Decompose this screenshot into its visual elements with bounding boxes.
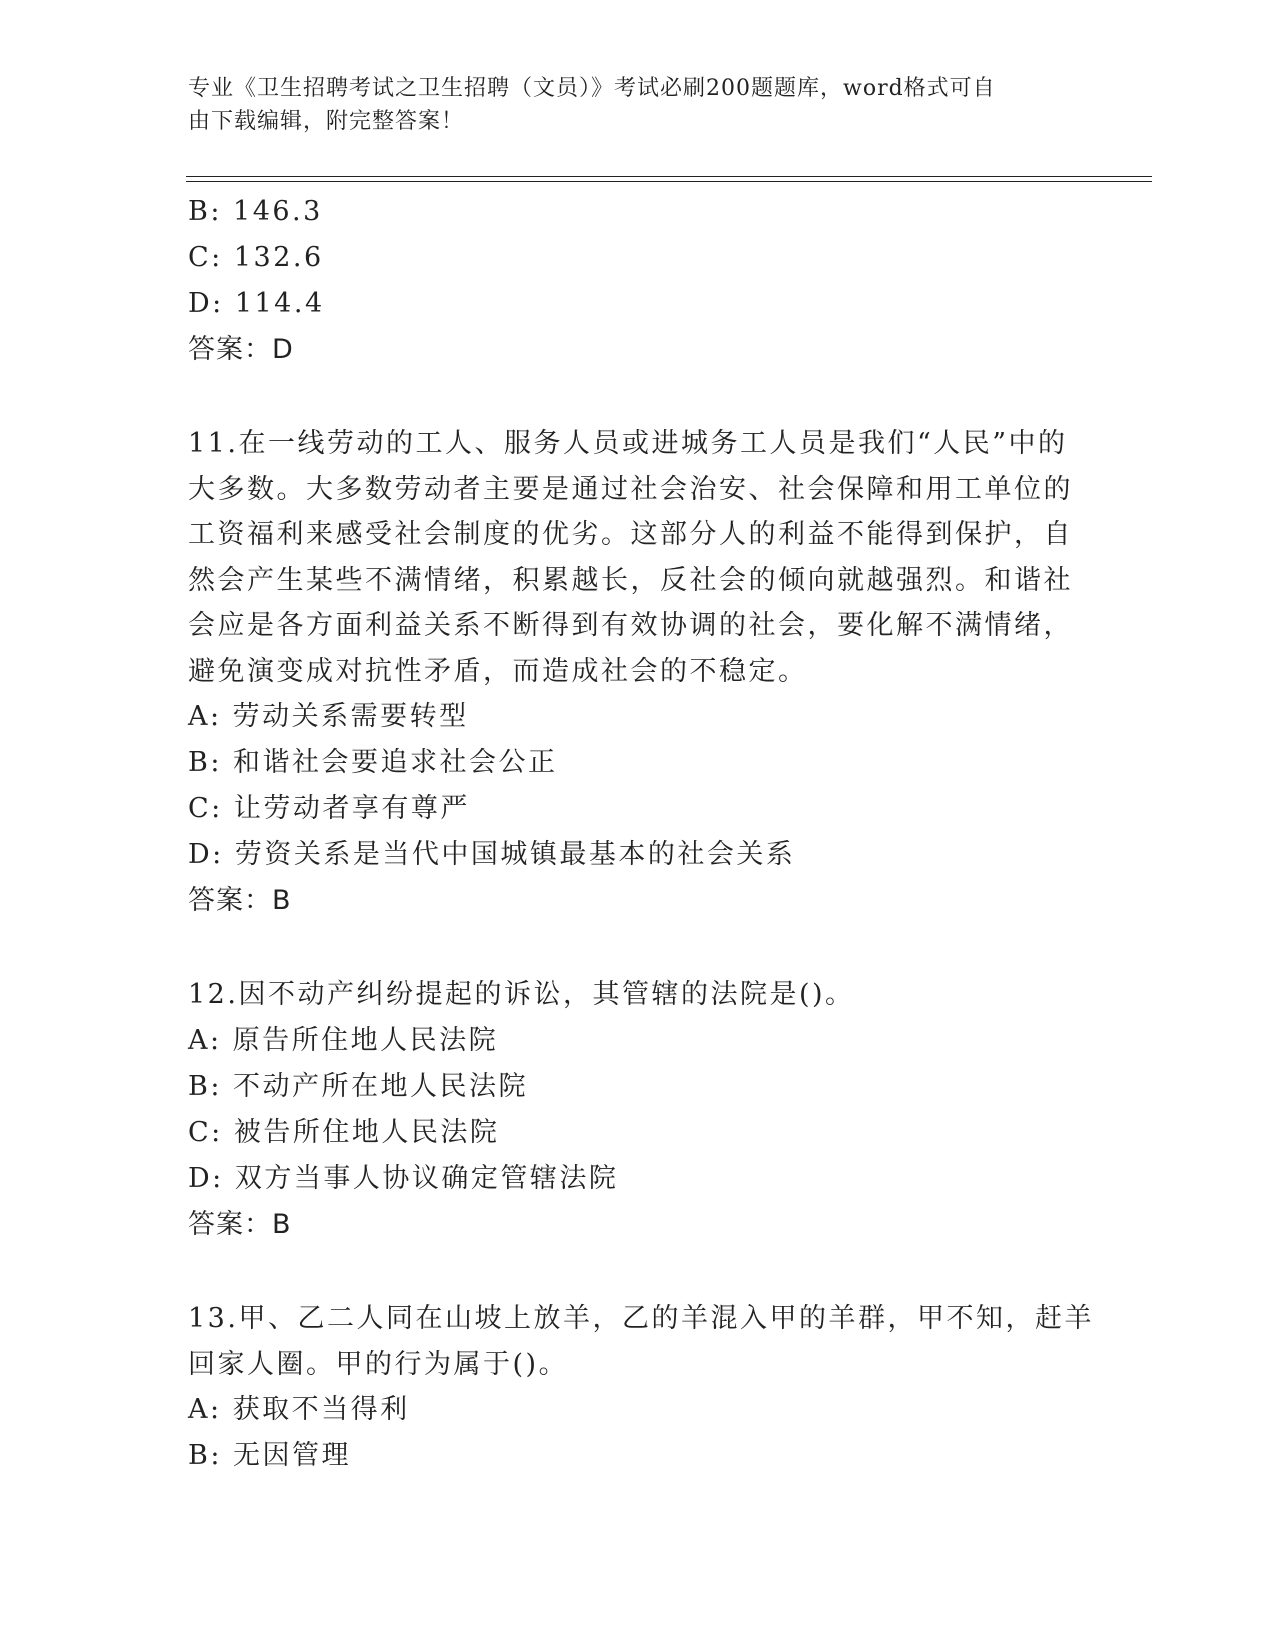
option-c: C: 让劳动者享有尊严 [188, 793, 470, 824]
spacer [188, 373, 1088, 419]
header-rule-bottom [186, 181, 1152, 182]
option-d: D: 劳资关系是当代中国城镇最基本的社会关系 [188, 839, 796, 870]
prev-question-block [188, 189, 1088, 373]
answer-line: 答案：B [188, 1209, 292, 1240]
header-line-1: 专业《卫生招聘考试之卫生招聘（文员）》考试必刷200题题库，word格式可自 [188, 76, 996, 101]
question-line: 会应是各方面利益关系不断得到有效协调的社会，要化解不满情绪， [188, 610, 1073, 641]
document-body [188, 189, 1094, 1479]
question-line: 回家人圈。甲的行为属于()。 [188, 1348, 569, 1380]
question-line: 13.甲、乙二人同在山坡上放羊，乙的羊混入甲的羊群，甲不知，赶羊 [188, 1303, 1094, 1334]
question-line: 工资福利来感受社会制度的优劣。这部分人的利益不能得到保护，自 [188, 519, 1073, 550]
question-12-block [188, 972, 1088, 1248]
spacer [188, 1248, 1088, 1294]
question-line: 11.在一线劳动的工人、服务人员或进城务工人员是我们“人民”中的 [188, 428, 1068, 459]
question-line: 然会产生某些不满情绪，积累越长，反社会的倾向就越强烈。和谐社 [188, 564, 1073, 596]
question-11-text [188, 421, 1088, 694]
answer-line: 答案：B [188, 885, 292, 916]
document-header [188, 72, 1068, 138]
option-b: B: 和谐社会要追求社会公正 [188, 747, 558, 778]
question-11-block [188, 421, 1088, 924]
option-a: A: 获取不当得利 [188, 1394, 410, 1425]
spacer [188, 924, 1088, 970]
header-line-2: 由下载编辑，附完整答案！ [188, 109, 465, 134]
question-13-text [188, 1296, 1094, 1387]
question-line: 避免演变成对抗性矛盾，而造成社会的不稳定。 [188, 655, 808, 687]
question-13-block [188, 1296, 1094, 1479]
option-b: B: 不动产所在地人民法院 [188, 1071, 529, 1102]
header-rule-top [186, 176, 1152, 177]
option-b: B: 无因管理 [188, 1440, 352, 1471]
option-d: D: 双方当事人协议确定管辖法院 [188, 1163, 619, 1194]
answer-line: 答案：D [188, 334, 294, 365]
question-line: 大多数。大多数劳动者主要是通过社会治安、社会保障和用工单位的 [188, 473, 1073, 505]
option-c: C: 被告所住地人民法院 [188, 1117, 500, 1148]
option-a: A: 原告所住地人民法院 [188, 1025, 499, 1056]
question-line: 12.因不动产纠纷提起的诉讼，其管辖的法院是()。 [188, 979, 855, 1010]
option-d: D: 114.4 [188, 288, 325, 319]
option-c: C: 132.6 [188, 242, 324, 273]
option-b: B: 146.3 [188, 196, 323, 227]
option-a: A: 劳动关系需要转型 [188, 701, 469, 732]
